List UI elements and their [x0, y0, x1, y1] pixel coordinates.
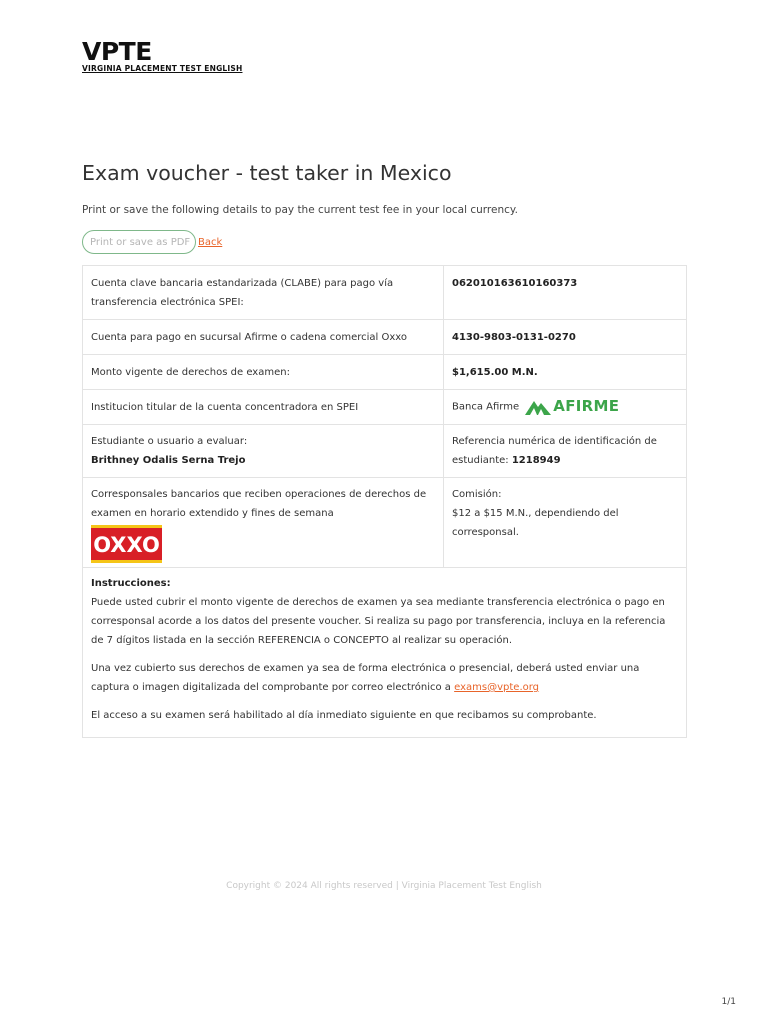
- table-row: [83, 266, 687, 320]
- commission-label: Comisión:: [452, 489, 502, 500]
- table-row: [83, 320, 687, 355]
- student-name: Brithney Odalis Serna Trejo: [91, 455, 246, 466]
- clabe-value: 062010163610160373: [444, 266, 687, 320]
- table-row: [83, 425, 687, 478]
- action-bar: [82, 230, 222, 254]
- back-link[interactable]: Back: [198, 236, 223, 248]
- voucher-table: [82, 265, 687, 738]
- student-label: Estudiante o usuario a evaluar:: [91, 436, 248, 447]
- table-row: [83, 568, 687, 738]
- brand-subtitle: VIRGINIA PLACEMENT TEST ENGLISH: [82, 64, 243, 73]
- table-row: [83, 355, 687, 390]
- oxxo-logo: [91, 525, 162, 563]
- reference-value: 1218949: [511, 455, 561, 466]
- page-intro: Print or save the following details to pay the current test fee in your local currency.: [82, 204, 518, 216]
- instructions-paragraph-3: El acceso a su examen será habilitado al día inmediato siguiente en que recibamos su comprobante.: [91, 710, 597, 721]
- institution-cell: [444, 390, 687, 425]
- institution-label: Institucion titular de la cuenta concentradora en SPEI: [83, 390, 444, 425]
- instructions-cell: [83, 568, 687, 738]
- afirme-logo-text: AFIRME: [553, 397, 620, 416]
- brand-logo[interactable]: VPTE: [82, 37, 152, 66]
- oxxo-logo-text: OXXO: [93, 533, 160, 557]
- branch-value: 4130-9803-0131-0270: [444, 320, 687, 355]
- fee-label: Monto vigente de derechos de examen:: [83, 355, 444, 390]
- institution-value: Banca Afirme: [452, 401, 520, 413]
- page-title: Exam voucher - test taker in Mexico: [82, 161, 452, 185]
- reference-label: Referencia numérica de identificación de estudiante:: [452, 436, 657, 466]
- commission-cell: [444, 478, 687, 568]
- instructions-paragraph-2-text: Una vez cubierto sus derechos de examen ya sea de forma electrónica o presencial, deberá usted enviar una captura o imagen digitalizada del comprobante por correo electrónico a: [91, 663, 640, 693]
- afirme-mountain-icon: [525, 399, 551, 415]
- afirme-logo: [525, 397, 619, 416]
- footer-copyright: Copyright © 2024 All rights reserved | Virginia Placement Test English: [226, 881, 542, 891]
- commission-value: $12 a $15 M.N., dependiendo del corresponsal.: [452, 508, 619, 538]
- email-link[interactable]: exams@vpte.org: [454, 682, 540, 693]
- instructions-paragraph-1: Puede usted cubrir el monto vigente de derechos de examen ya sea mediante transferencia electrónica o pago en corresponsal acorde a los datos del presente voucher. Si realiza su pago por transferencia, incluya en la referencia de 7 dígitos listada en la sección REFERENCIA o CONCEPTO al realizar su operación.: [91, 597, 666, 646]
- branch-label: Cuenta para pago en sucursal Afirme o cadena comercial Oxxo: [83, 320, 444, 355]
- page-number: 1/1: [721, 997, 736, 1007]
- table-row: [83, 478, 687, 568]
- fee-value: $1,615.00 M.N.: [444, 355, 687, 390]
- student-cell: [83, 425, 444, 478]
- clabe-label: Cuenta clave bancaria estandarizada (CLABE) para pago vía transferencia electrónica SPEI:: [83, 266, 444, 320]
- reference-cell: [444, 425, 687, 478]
- print-pdf-button[interactable]: Print or save as PDF: [82, 230, 196, 254]
- table-row: [83, 390, 687, 425]
- correspondents-cell: [83, 478, 444, 568]
- brand[interactable]: [82, 37, 243, 73]
- correspondents-label: Corresponsales bancarios que reciben operaciones de derechos de examen en horario extendido y fines de semana: [91, 489, 427, 519]
- instructions-title: Instrucciones:: [91, 578, 171, 589]
- instructions-paragraph-2: [91, 659, 678, 697]
